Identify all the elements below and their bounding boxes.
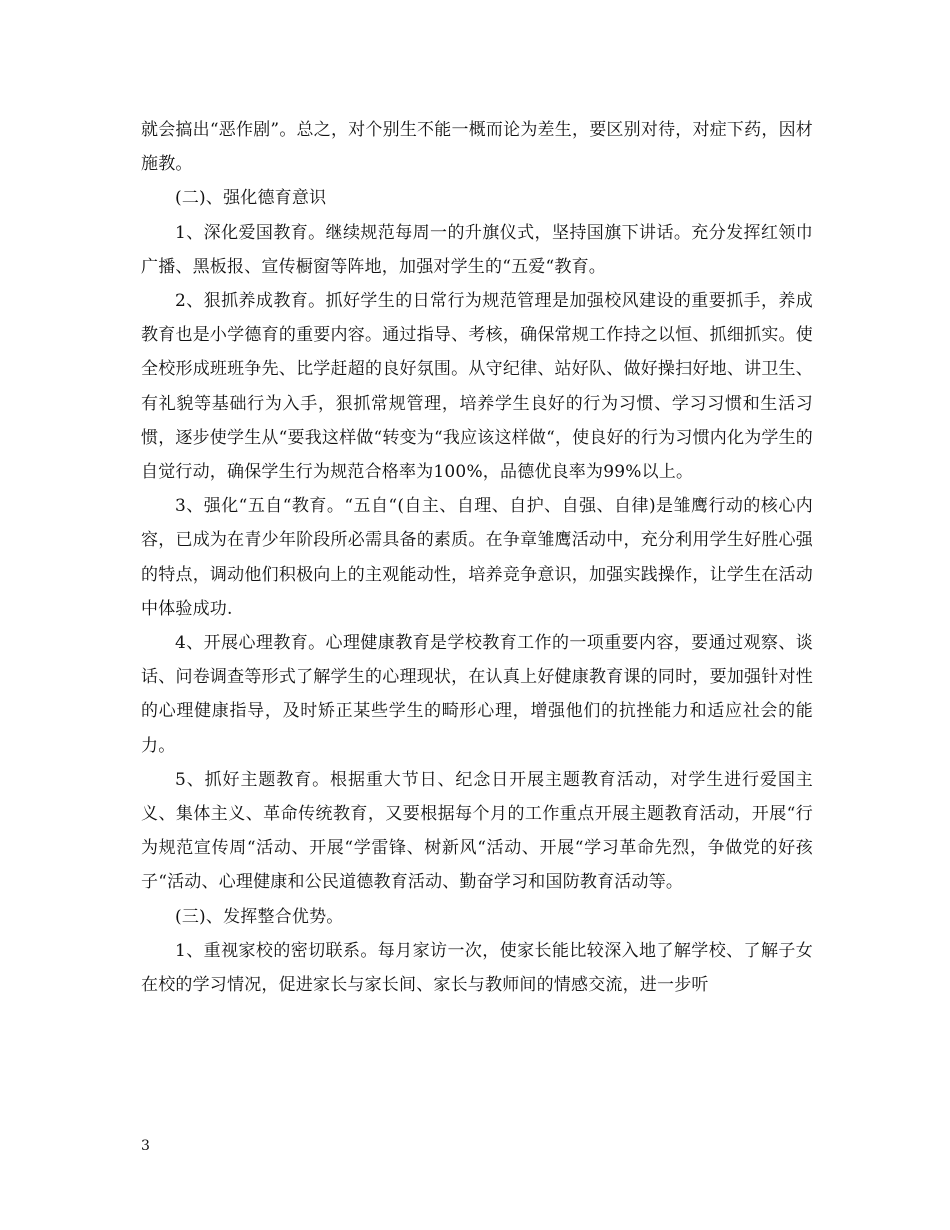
paragraph-patriotic-education: 1、深化爱国教育。继续规范每周一的升旗仪式，坚持国旗下讲话。充分发挥红领巾广播、黑板报、宣传橱窗等阵地，加强对学生的“五爱“教育。 — [141, 222, 813, 277]
paragraph-theme-education: 5、抓好主题教育。根据重大节日、纪念日开展主题教育活动，对学生进行爱国主义、集体主义、革命传统教育，又要根据每个月的工作重点开展主题教育活动，开展“行为规范宣传周“活动、开展“学雷锋、树新风“活动、开展“学习革命先烈，争做党的好孩子“活动、心理健康和公民道德教育活动、勤奋学习和国防教育活动等。 — [141, 769, 813, 893]
paragraph-continuation: 就会搞出“恶作剧”。总之，对个别生不能一概而论为差生，要区别对待，对症下药，因材施教。 — [141, 120, 813, 175]
paragraph-home-school-contact: 1、重视家校的密切联系。每月家访一次，使家长能比较深入地了解学校、了解子女在校的学习情况，促进家长与家长间、家长与教师间的情感交流，进一步听 — [141, 940, 813, 996]
paragraph-psychological-education: 4、开展心理教育。心理健康教育是学校教育工作的一项重要内容，要通过观察、谈话、问卷调查等形式了解学生的心理现状，在认真上好健康教育课的同时，要加强针对性的心理健康指导，及时矫正某些学生的畸形心理，增强他们的抗挫能力和适应社会的能力。 — [141, 633, 813, 756]
paragraph-five-self-education: 3、强化“五自“教育。“五自“(自主、自理、自护、自强、自律)是雏鹰行动的核心内容，已成为在青少年阶段所必需具备的素质。在争章雏鹰活动中，充分利用学生好胜心强的特点，调动他们积极向上的主观能动性，培养竞争意识，加强实践操作，让学生在活动中体验成功. — [141, 496, 813, 619]
paragraph-habit-education: 2、狠抓养成教育。抓好学生的日常行为规范管理是加强校风建设的重要抓手，养成教育也是小学德育的重要内容。通过指导、考核，确保常规工作持之以恒、抓细抓实。使全校形成班班争先、比学赶超的良好氛围。从守纪律、站好队、做好操扫好地、讲卫生、有礼貌等基础行为入手，狠抓常规管理，培养学生良好的行为习惯、学习习惯和生活习惯，逐步使学生从“要我这样做“转变为“我应该这样做“，使良好的行为习惯内化为学生的自觉行动，确保学生行为规范合格率为100%，品德优良率为99%以上。 — [141, 291, 813, 483]
section-heading-3: (三)、发挥整合优势。 — [175, 906, 344, 927]
page-number: 3 — [141, 1138, 150, 1154]
section-heading-2: (二)、强化德育意识 — [175, 188, 327, 209]
document-body — [141, 113, 813, 1002]
